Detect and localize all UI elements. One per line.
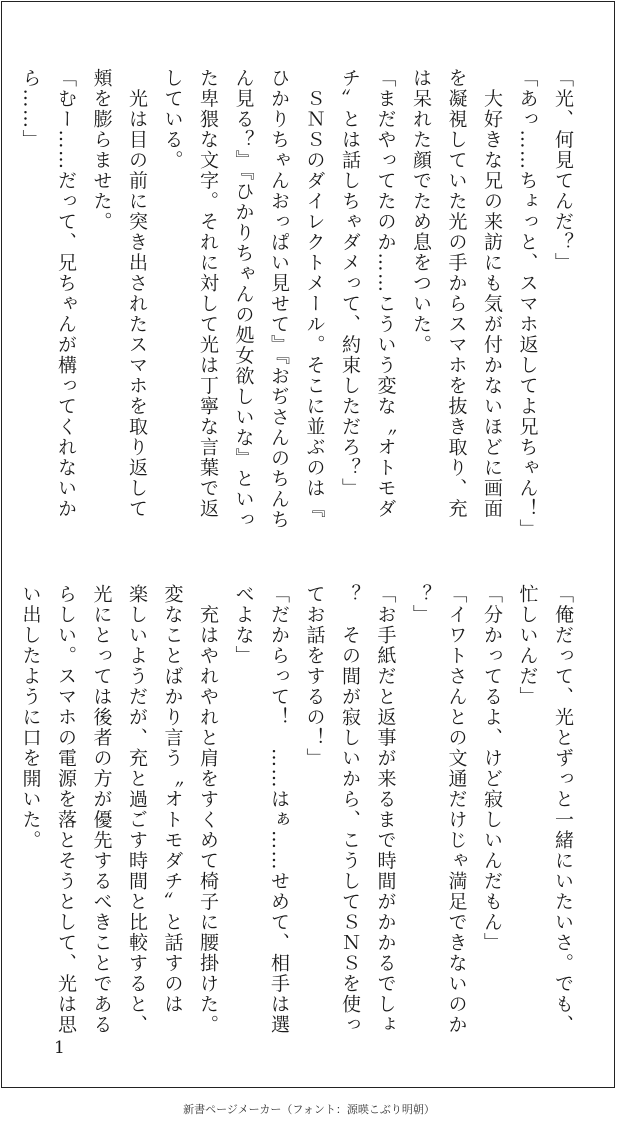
book-page <box>1 1 615 1088</box>
text-line: チ〟とは話しちゃダメって、約束しただろ？」 <box>339 68 361 499</box>
text-line: 「お手紙だと返事が来るまで時間がかかるでしょ <box>374 584 397 1035</box>
text-line: べよな」 <box>232 584 255 666</box>
text-line: 「まだやってたのか……こういう変な〝オトモダ <box>374 68 397 519</box>
text-line: 「イワトさんとの文通だけじゃ満足できないのか <box>445 584 468 1035</box>
text-line: 「俺だって、光とずっと一緒にいたいさ。でも、 <box>552 584 574 1035</box>
text-line: ん見る？』『ひかりちゃんの処女欲しいな』といっ <box>232 68 255 530</box>
text-line: 「むー……だって、兄ちゃんが構ってくれないか <box>55 68 77 519</box>
text-line: ？」 <box>410 584 432 625</box>
text-line: は呆れた顔でため息をついた。 <box>410 68 432 355</box>
text-line: い出したように口を開いた。 <box>19 584 42 851</box>
text-line: ら……」 <box>19 68 42 150</box>
text-line: 忙しいんだ」 <box>516 584 539 707</box>
text-line: た卑猥な文字。それに対して光は丁寧な言葉で返 <box>197 68 219 519</box>
text-line: 充はやれやれと肩をすくめて椅子に腰掛けた。 <box>197 584 219 1035</box>
text-line: ＳＮＳのダイレクトメール。そこに並ぶのは『 <box>303 68 326 519</box>
text-line: 「あっ……ちょっと、スマホ返してよ兄ちゃん！」 <box>516 68 539 540</box>
text-line: ひかりちゃんおっぱい見せて』『おぢさんのちんち <box>268 68 290 530</box>
text-line: てお話をするの！」 <box>303 584 326 769</box>
text-line: している。 <box>161 68 184 171</box>
text-line: 楽しいようだが、充と過ごす時間と比較すると、 <box>126 584 148 1035</box>
text-block-bottom <box>12 584 580 1035</box>
text-block-top <box>12 68 580 538</box>
page-number: 1 <box>54 1038 65 1058</box>
text-line: 頬を膨らませた。 <box>90 68 113 232</box>
text-line: 光にとっては後者の方が優先するべきことである <box>90 584 113 1035</box>
text-line: らしい。スマホの電源を落とそうとして、光は思 <box>55 584 77 1035</box>
text-line: 光は目の前に突き出されたスマホを取り返して <box>126 68 148 519</box>
footer-credit: 新書ページメーカー（フォント：源暎こぶり明朝） <box>183 1103 435 1116</box>
text-line: 「光、何見てんだ？」 <box>552 68 574 273</box>
text-line: 「分かってるよ、けど寂しいんだもん」 <box>481 584 503 953</box>
text-line: 大好きな兄の来訪にも気が付かないほどに画面 <box>481 68 503 519</box>
text-line: 変なことばかり言う〝オトモダチ〟と話すのは <box>161 584 184 1015</box>
text-line: ？ その間が寂しいから、こうしてＳＮＳを使っ <box>339 584 361 1035</box>
text-line: 「だからって！ ……はぁ……せめて、相手は選 <box>268 584 290 1035</box>
text-line: を凝視していた光の手からスマホを抜き取り、充 <box>445 68 468 519</box>
